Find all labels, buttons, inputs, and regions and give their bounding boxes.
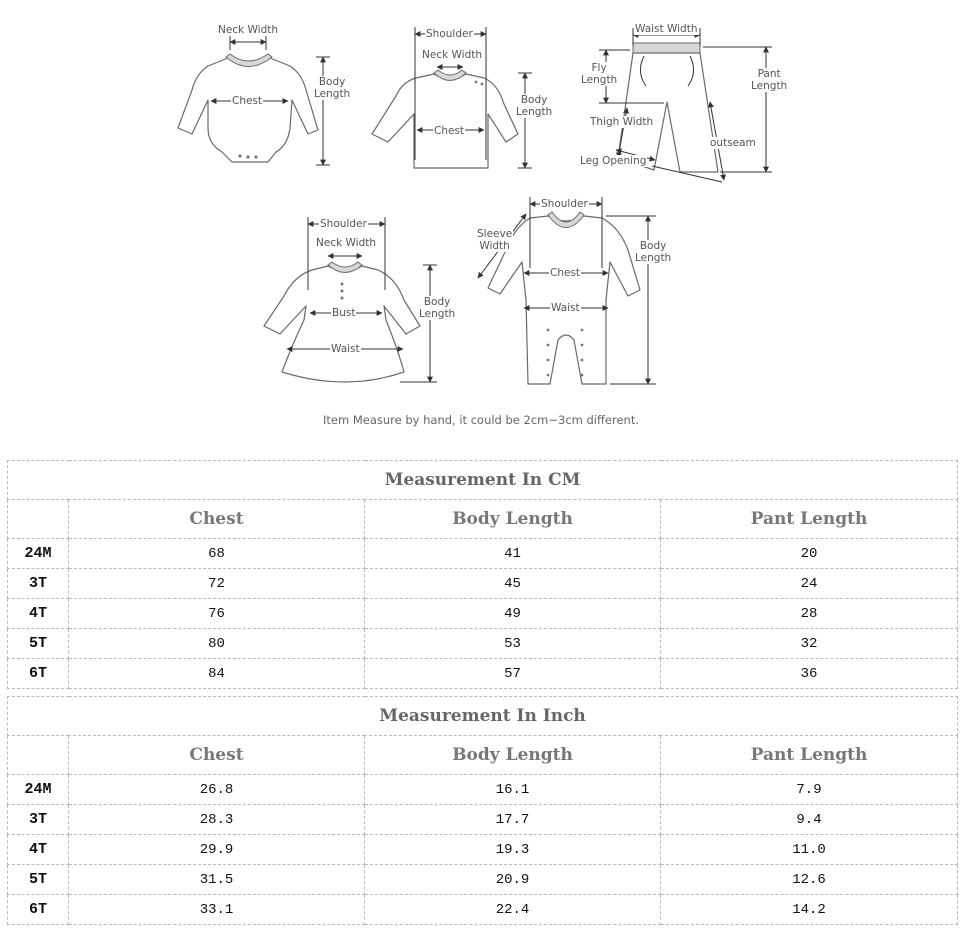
size-cell: 6T [8, 895, 69, 925]
value-cell: 20.9 [365, 865, 661, 895]
romper-sleeve-width-label [476, 228, 513, 252]
pants-pant-length-line1: Pant [757, 68, 781, 80]
header-cell [8, 736, 69, 775]
romper-body-length-label [634, 240, 672, 264]
table-row [8, 599, 958, 629]
size-cell: 24M [8, 539, 69, 569]
value-cell: 24 [661, 569, 958, 599]
table-row [8, 629, 958, 659]
romper-waist-label: Waist [551, 302, 580, 314]
tshirt-body-length-line2: Length [516, 106, 553, 118]
header-cell: Chest [69, 500, 365, 539]
value-cell: 12.6 [661, 865, 958, 895]
value-cell: 9.4 [661, 805, 958, 835]
value-cell: 20 [661, 539, 958, 569]
dress-waist-label: Waist [331, 343, 360, 355]
table-header-row [8, 736, 958, 775]
value-cell: 32 [661, 629, 958, 659]
value-cell: 31.5 [69, 865, 365, 895]
value-cell: 36 [661, 659, 958, 689]
value-cell: 49 [365, 599, 661, 629]
romper-sleeve-width-line1: Sleeve [477, 228, 513, 240]
table-row [8, 775, 958, 805]
bodysuit-chest-label: Chest [232, 95, 263, 107]
value-cell: 68 [69, 539, 365, 569]
dress-shoulder-label: Shoulder [320, 218, 367, 230]
size-cell: 4T [8, 599, 69, 629]
measure-note: Item Measure by hand, it could be 2cm~3cm different. [322, 413, 640, 427]
romper-shoulder-label: Shoulder [541, 198, 588, 210]
value-cell: 28.3 [69, 805, 365, 835]
value-cell: 26.8 [69, 775, 365, 805]
value-cell: 57 [365, 659, 661, 689]
value-cell: 41 [365, 539, 661, 569]
table-title: Measurement In CM [8, 461, 958, 500]
table-title-row [8, 697, 958, 736]
value-cell: 7.9 [661, 775, 958, 805]
size-cell: 5T [8, 865, 69, 895]
value-cell: 22.4 [365, 895, 661, 925]
header-cell: Chest [69, 736, 365, 775]
header-cell: Pant Length [661, 500, 958, 539]
bodysuit-body-length-line1: Body [318, 76, 346, 88]
table-row [8, 865, 958, 895]
tshirt-neck-width-label: Neck Width [422, 49, 483, 61]
value-cell: 84 [69, 659, 365, 689]
table-title: Measurement In Inch [8, 697, 958, 736]
value-cell: 16.1 [365, 775, 661, 805]
table-row [8, 895, 958, 925]
header-cell: Pant Length [661, 736, 958, 775]
bodysuit-neck-width-label: Neck Width [218, 24, 279, 36]
bodysuit-body-length-line2: Length [314, 88, 351, 100]
value-cell: 72 [69, 569, 365, 599]
value-cell: 14.2 [661, 895, 958, 925]
romper-drawing [478, 197, 656, 384]
size-cell: 3T [8, 805, 69, 835]
value-cell: 45 [365, 569, 661, 599]
value-cell: 11.0 [661, 835, 958, 865]
size-cell: 6T [8, 659, 69, 689]
size-cell: 4T [8, 835, 69, 865]
size-cell: 24M [8, 775, 69, 805]
pants-pant-length-line2: Length [751, 80, 788, 92]
size-cell: 3T [8, 569, 69, 599]
pants-pant-length-label [750, 68, 788, 92]
value-cell: 17.7 [365, 805, 661, 835]
romper-body-length-line2: Length [635, 252, 672, 264]
pants-fly-length-label [580, 62, 618, 86]
dress-body-length-line2: Length [419, 308, 456, 320]
pants-fly-length-line1: Fly [591, 62, 607, 74]
pants-leg-opening-label: Leg Opening [580, 155, 647, 167]
tshirt-body-length-label [515, 94, 553, 118]
header-cell [8, 500, 69, 539]
romper-chest-label: Chest [550, 267, 581, 279]
measurement-inch-table [7, 696, 958, 925]
table-row [8, 835, 958, 865]
garment-drawings [0, 0, 962, 440]
table-row [8, 539, 958, 569]
value-cell: 28 [661, 599, 958, 629]
dress-neck-width-label: Neck Width [316, 237, 377, 249]
tshirt-body-length-line1: Body [520, 94, 548, 106]
pants-thigh-width-label: Thigh Width [590, 116, 654, 128]
pants-waist-width-label: Waist Width [635, 23, 698, 35]
value-cell: 33.1 [69, 895, 365, 925]
table-header-row [8, 500, 958, 539]
romper-body-length-line1: Body [639, 240, 667, 252]
table-row [8, 659, 958, 689]
table-row [8, 569, 958, 599]
size-cell: 5T [8, 629, 69, 659]
value-cell: 53 [365, 629, 661, 659]
value-cell: 76 [69, 599, 365, 629]
dress-body-length-line1: Body [423, 296, 451, 308]
header-cell: Body Length [365, 500, 661, 539]
value-cell: 19.3 [365, 835, 661, 865]
tshirt-shoulder-label: Shoulder [426, 28, 473, 40]
dress-body-length-label [418, 296, 456, 320]
pants-outseam-label: outseam [710, 137, 756, 149]
header-cell: Body Length [365, 736, 661, 775]
tshirt-chest-label: Chest [434, 125, 465, 137]
table-title-row [8, 461, 958, 500]
measurement-cm-table [7, 460, 958, 689]
bodysuit-body-length-label [313, 76, 351, 100]
value-cell: 80 [69, 629, 365, 659]
table-row [8, 805, 958, 835]
measurement-diagrams [0, 0, 962, 440]
romper-sleeve-width-line2: Width [479, 240, 510, 252]
dress-bust-label: Bust [332, 307, 356, 319]
pants-fly-length-line2: Length [581, 74, 618, 86]
value-cell: 29.9 [69, 835, 365, 865]
